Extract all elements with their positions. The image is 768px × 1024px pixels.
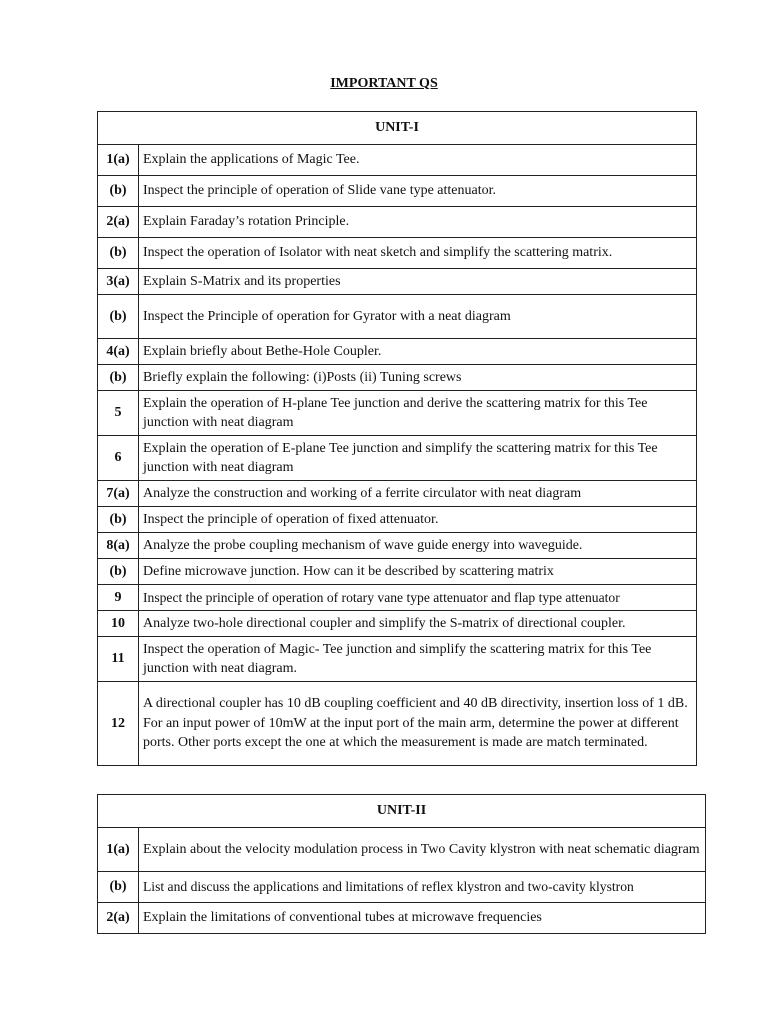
question-text: Briefly explain the following: (i)Posts (ii) Tuning screws — [139, 365, 697, 391]
question-text: Inspect the principle of operation of Slide vane type attenuator. — [139, 176, 697, 207]
question-number: 2(a) — [98, 903, 139, 934]
table-row — [98, 365, 697, 391]
question-text: Explain S-Matrix and its properties — [139, 269, 697, 295]
question-number: 10 — [98, 611, 139, 637]
question-text: Explain the operation of H-plane Tee junction and derive the scattering matrix for this Tee junction with neat diagram — [139, 391, 697, 436]
table-row — [98, 585, 697, 611]
table-row — [98, 637, 697, 682]
table-row — [98, 436, 697, 481]
unit-2-table — [97, 794, 706, 934]
question-text: Explain about the velocity modulation process in Two Cavity klystron with neat schematic diagram — [139, 828, 706, 872]
question-number: 12 — [98, 682, 139, 766]
question-text: Analyze two-hole directional coupler and simplify the S-matrix of directional coupler. — [139, 611, 697, 637]
question-number: 3(a) — [98, 269, 139, 295]
table-row — [98, 269, 697, 295]
table-row — [98, 481, 697, 507]
table-row — [98, 391, 697, 436]
table-row — [98, 176, 697, 207]
table-row — [98, 559, 697, 585]
question-text: Inspect the operation of Magic- Tee junction and simplify the scattering matrix for this Tee junction with neat diagram. — [139, 637, 697, 682]
table-row — [98, 533, 697, 559]
table-row — [98, 238, 697, 269]
unit-heading-row — [98, 112, 697, 145]
question-text: Inspect the Principle of operation for Gyrator with a neat diagram — [139, 295, 697, 339]
question-text: A directional coupler has 10 dB coupling coefficient and 40 dB directivity, insertion loss of 1 dB. For an input power of 10mW at the input port of the main arm, determine the power at different ports. Other ports except the one at which the measurement is made are match terminated. — [139, 682, 697, 766]
question-text: Analyze the construction and working of a ferrite circulator with neat diagram — [139, 481, 697, 507]
table-row — [98, 682, 697, 766]
unit-1-table — [97, 111, 697, 766]
question-number: (b) — [98, 176, 139, 207]
question-number: 1(a) — [98, 145, 139, 176]
question-number: (b) — [98, 365, 139, 391]
unit-heading: UNIT-I — [98, 112, 697, 145]
page-title: IMPORTANT QS — [330, 76, 438, 91]
question-number: (b) — [98, 872, 139, 903]
question-text: Explain the operation of E-plane Tee junction and simplify the scattering matrix for this Tee junction with neat diagram — [139, 436, 697, 481]
question-text: List and discuss the applications and limitations of reflex klystron and two-cavity klystron — [139, 872, 706, 903]
question-number: 2(a) — [98, 207, 139, 238]
question-number: 7(a) — [98, 481, 139, 507]
table-row — [98, 295, 697, 339]
table-row — [98, 828, 706, 872]
question-text: Explain Faraday’s rotation Principle. — [139, 207, 697, 238]
question-number: 6 — [98, 436, 139, 481]
question-text: Inspect the principle of operation of fixed attenuator. — [139, 507, 697, 533]
question-number: (b) — [98, 507, 139, 533]
question-text: Explain the applications of Magic Tee. — [139, 145, 697, 176]
question-number: 1(a) — [98, 828, 139, 872]
question-number: 11 — [98, 637, 139, 682]
table-row — [98, 207, 697, 238]
question-number: (b) — [98, 295, 139, 339]
question-number: 8(a) — [98, 533, 139, 559]
question-text: Analyze the probe coupling mechanism of wave guide energy into waveguide. — [139, 533, 697, 559]
table-row — [98, 611, 697, 637]
question-text: Define microwave junction. How can it be described by scattering matrix — [139, 559, 697, 585]
question-text: Explain the limitations of conventional tubes at microwave frequencies — [139, 903, 706, 934]
table-row — [98, 339, 697, 365]
question-number: 9 — [98, 585, 139, 611]
table-row — [98, 145, 697, 176]
unit-heading-row — [98, 795, 706, 828]
question-number: (b) — [98, 559, 139, 585]
table-row — [98, 872, 706, 903]
table-row — [98, 903, 706, 934]
question-number: (b) — [98, 238, 139, 269]
question-text: Inspect the principle of operation of rotary vane type attenuator and flap type attenuator — [139, 585, 697, 611]
question-text: Explain briefly about Bethe-Hole Coupler. — [139, 339, 697, 365]
question-number: 4(a) — [98, 339, 139, 365]
unit-heading: UNIT-II — [98, 795, 706, 828]
question-text: Inspect the operation of Isolator with neat sketch and simplify the scattering matrix. — [139, 238, 697, 269]
table-row — [98, 507, 697, 533]
question-number: 5 — [98, 391, 139, 436]
